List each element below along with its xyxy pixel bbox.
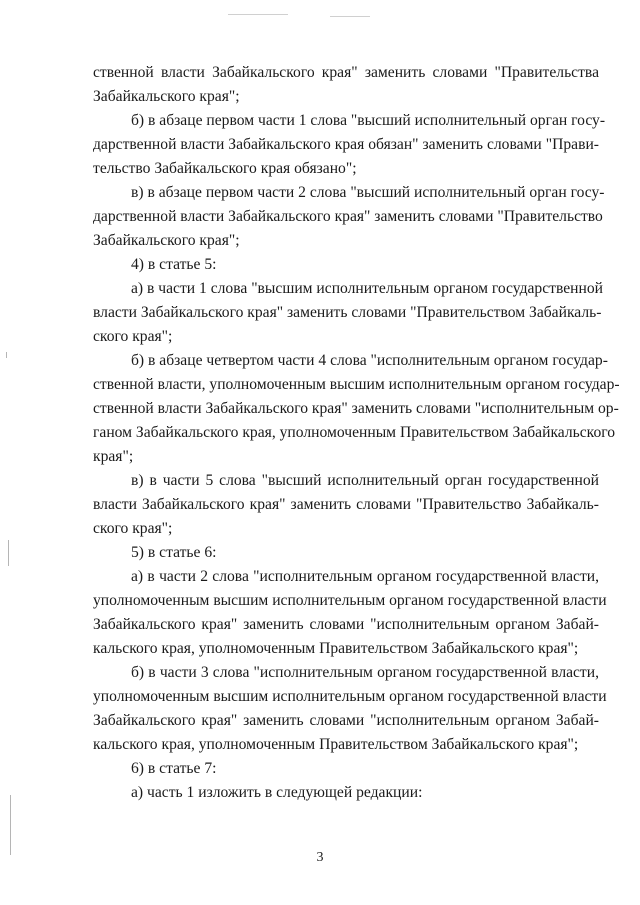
text-line: кальского края, уполномоченным Правительством Забайкальского края"; — [93, 736, 579, 753]
text-line: Забайкальского края"; — [93, 232, 240, 249]
text-line: 5) в статье 6: — [131, 544, 217, 561]
text-line: уполномоченным высшим исполнительным органом государственной власти — [93, 592, 607, 609]
text-line: ственной власти Забайкальского края" заменить словами "Правительства — [93, 64, 599, 81]
scan-speck — [228, 14, 288, 15]
scan-speck — [330, 16, 370, 17]
text-line: в) в абзаце первом части 2 слова "высший исполнительный орган госу- — [131, 184, 605, 201]
text-line: власти Забайкальского края" заменить словами "Правительством Забайкаль- — [93, 304, 602, 321]
text-line: а) в части 1 слова "высшим исполнительным органом государственной — [131, 280, 603, 297]
text-line: ственной власти, уполномоченным высшим исполнительным органом государ- — [93, 376, 620, 393]
text-line: а) часть 1 изложить в следующей редакции: — [131, 784, 423, 801]
scan-edge-mark — [10, 795, 11, 855]
text-line: ганом Забайкальского края, уполномоченным Правительством Забайкальского — [93, 424, 616, 441]
text-line: власти Забайкальского края" заменить словами "Правительство Забайкаль- — [93, 496, 599, 513]
text-line: кальского края, уполномоченным Правительством Забайкальского края"; — [93, 640, 579, 657]
text-line: 6) в статье 7: — [131, 760, 217, 777]
text-line: края"; — [93, 448, 134, 465]
text-line: б) в абзаце четвертом части 4 слова "исполнительным органом государ- — [131, 352, 608, 369]
page-number: 3 — [316, 850, 324, 865]
text-line: уполномоченным высшим исполнительным органом государственной власти — [93, 688, 607, 705]
text-line: а) в части 2 слова "исполнительным органом государственной власти, — [131, 568, 599, 585]
text-line: Забайкальского края" заменить словами "исполнительным органом Забай- — [93, 616, 599, 633]
text-line: дарственной власти Забайкальского края" заменить словами "Правительство — [93, 208, 603, 225]
text-line: тельство Забайкальского края обязано"; — [93, 160, 357, 177]
text-line: ского края"; — [93, 328, 173, 345]
text-line: ственной власти Забайкальского края" заменить словами "исполнительным ор- — [93, 400, 619, 417]
text-line: Забайкальского края"; — [93, 88, 240, 105]
text-line: 4) в статье 5: — [131, 256, 217, 273]
scan-edge-mark — [8, 540, 9, 566]
text-line: б) в части 3 слова "исполнительным органом государственной власти, — [131, 664, 599, 681]
text-line: Забайкальского края" заменить словами "исполнительным органом Забай- — [93, 712, 599, 729]
scan-edge-mark — [6, 352, 7, 358]
text-line: ского края"; — [93, 520, 173, 537]
text-line: б) в абзаце первом части 1 слова "высший исполнительный орган госу- — [131, 112, 606, 129]
text-line: в) в части 5 слова "высший исполнительный орган государственной — [131, 472, 599, 489]
text-line: дарственной власти Забайкальского края обязан" заменить словами "Прави- — [93, 136, 599, 153]
